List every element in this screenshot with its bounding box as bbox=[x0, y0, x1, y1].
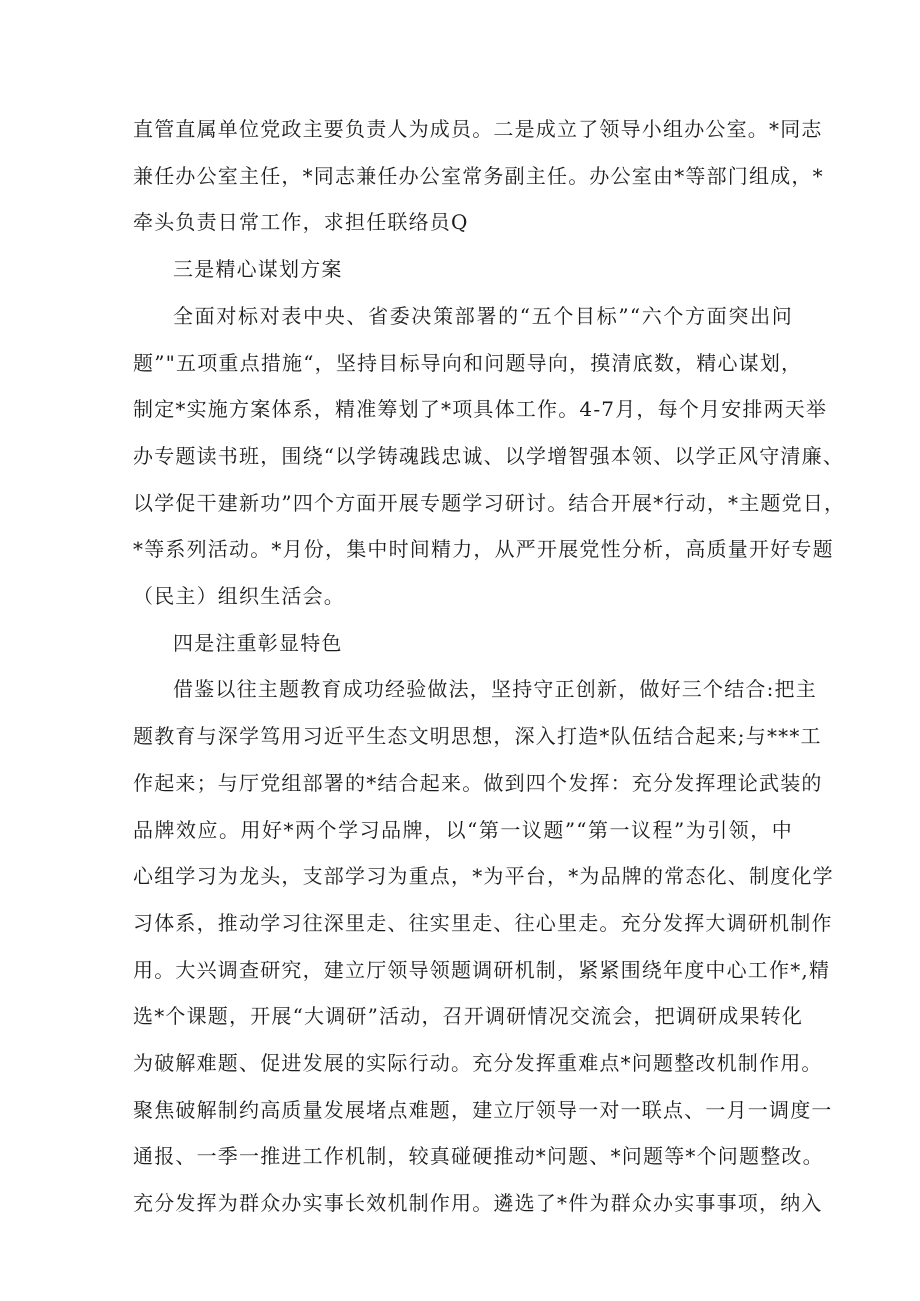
text-line: （民主）组织生活会。 bbox=[133, 584, 345, 609]
text-line: 用。大兴调查研究，建立厅领导领题调研机制，紧紧围绕年度中心工作*,精 bbox=[133, 957, 831, 982]
text-line: 心组学习为龙头，支部学习为重点，*为平台，*为品牌的常态化、制度化学 bbox=[133, 864, 834, 889]
text-line: 全面对标对表中央、省委决策部署的“五个目标”“六个方面突出问 bbox=[173, 303, 793, 328]
text-line: 作起来；与厅党组部署的*结合起来。做到四个发挥：充分发挥理论武装的 bbox=[133, 770, 823, 795]
text-line: *等系列活动。*月份，集中时间精力，从严开展党性分析，高质量开好专题 bbox=[133, 537, 834, 562]
section-heading-plan: 三是精心谋划方案 bbox=[173, 257, 343, 282]
text-line: 借鉴以往主题教育成功经验做法，坚持守正创新，做好三个结合:把主 bbox=[173, 677, 817, 702]
text-line: 品牌效应。用好*两个学习品牌，以“第一议题”“第一议程”为引领，中 bbox=[133, 817, 793, 842]
text-line: 为破解难题、促进发展的实际行动。充分发挥重难点*问题整改机制作用。 bbox=[133, 1051, 823, 1076]
text-line: 通报、一季一推进工作机制，较真碰硬推动*问题、*问题等*个问题整改。 bbox=[133, 1144, 824, 1169]
text-line: 直管直属单位党政主要负责人为成员。二是成立了领导小组办公室。*同志 bbox=[133, 117, 823, 141]
text-line: 牵头负责日常工作，求担任联络员Q bbox=[133, 210, 469, 235]
text-line: 题教育与深学笃用习近平生态文明思想，深入打造*队伍结合起来;与***工 bbox=[133, 724, 822, 749]
section-heading-features: 四是注重彰显特色 bbox=[173, 630, 343, 655]
document-body bbox=[133, 106, 846, 1227]
text-line: 充分发挥为群众办实事长效机制作用。遴选了*件为群众办实事事项，纳入 bbox=[133, 1191, 823, 1216]
paragraph-leading-group-office bbox=[133, 106, 824, 246]
text-line: 聚焦破解制约高质量发展堵点难题，建立厅领导一对一联点、一月一调度一 bbox=[133, 1097, 833, 1122]
text-line: 以学促干建新功”四个方面开展专题学习研讨。结合开展*行动，*主题党日， bbox=[133, 490, 846, 515]
paragraph-plan bbox=[133, 293, 846, 620]
text-line: 制定*实施方案体系，精准筹划了*项具体工作。4-7月，每个月安排两天举 bbox=[133, 397, 828, 422]
text-line: 兼任办公室主任，*同志兼任办公室常务副主任。办公室由*等部门组成，* bbox=[133, 163, 824, 188]
text-line: 选*个课题，开展“大调研”活动，召开调研情况交流会，把调研成果转化 bbox=[133, 1004, 804, 1029]
paragraph-features bbox=[133, 666, 834, 1226]
text-line: 题”"五项重点措施“，坚持目标导向和问题导向，摸清底数，精心谋划， bbox=[133, 350, 803, 375]
text-line: 办专题读书班，围绕“以学铸魂践忠诚、以学增智强本领、以学正风守清廉、 bbox=[133, 443, 845, 468]
text-line: 习体系，推动学习往深里走、往实里走、往心里走。充分发挥大调研机制作 bbox=[133, 910, 833, 935]
